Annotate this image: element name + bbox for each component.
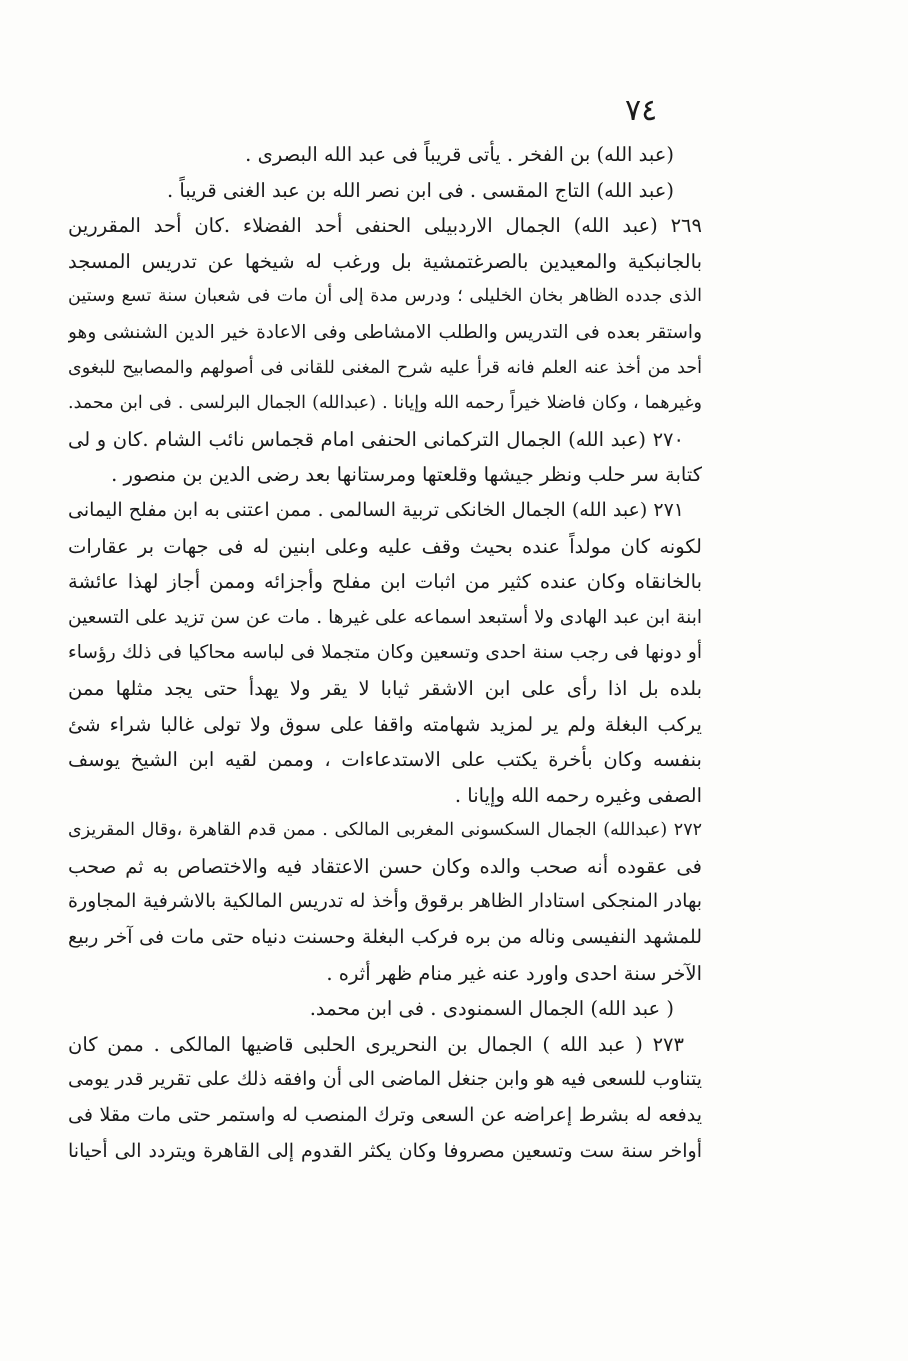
text-line: للمشهد النفيسى وناله من بره فركب البغلة وحسنت دنياه حتى مات فى آخر ربيع (68, 926, 702, 949)
text-line: الآخر سنة احدى واورد عنه غير منام ظهر أثره . (326, 961, 702, 985)
text-line: ٢٧٠ (عبد الله) الجمال التركمانى الحنفى امام قجماس نائب الشام .كان و لى (68, 427, 684, 451)
text-line: بالجانبكية والمعيدين بالصرغتمشية بل ورغب له شيخها عن تدريس المسجد (68, 249, 702, 273)
text-line: ٢٧٣ ( عبد الله ) الجمال بن النحريرى الحلبى قاضيها المالكى . ممن كان (68, 1032, 684, 1056)
text-line: ( عبد الله) الجمال السمنودى . فى ابن محمد. (309, 997, 674, 1021)
body-text (68, 137, 702, 1169)
text-line: يدفعه له بشرط إعراضه عن السعى وترك المنصب له واستمر حتى مات مقلا فى (68, 1104, 702, 1127)
text-line: ٢٧٢ (عبدالله) الجمال السكسونى المغربى المالكى . ممن قدم القاهرة ،وقال المقريزى (68, 820, 702, 841)
text-line: يركب البغلة ولم ير لمزيد شهامته واقفا على سوق ولا تولى غالبا شراء شئ (68, 712, 702, 736)
text-line: الذى جدده الظاهر بخان الخليلى ؛ ودرس مدة إلى أن مات فى شعبان سنة تسع وستين (68, 286, 702, 307)
text-line: بلده بل اذا رأى على ابن الاشقر ثيابا لا يقر ولا يهدأ حتى يجد مثلها ممن (68, 676, 702, 700)
text-line: بهادر المنجكى استادار الظاهر برقوق وأخذ له تدريس المالكية بالاشرفية المجاورة (68, 890, 702, 913)
text-line: بنفسه وكان بأخرة يكتب على الاستدعاءات ، وممن لقيه ابن الشيخ يوسف (68, 748, 702, 772)
text-line: أواخر سنة ست وتسعين مصروفا وكان يكثر القدوم إلى القاهرة ويتردد الى أحيانا (68, 1139, 702, 1162)
text-line: ابنة ابن عبد الهادى ولا أستبعد اسماعه على غيرها . مات عن سن تزيد على التسعين (68, 606, 702, 628)
text-line: بالخانقاه وكان عنده كثير من اثبات ابن مفلح وأجزائه وممن أجاز لهذا عائشة (68, 570, 702, 594)
text-line: لكونه كان مولداً عنده بحيث وقف عليه وعلى ابنين له فى جهات بر عقارات (68, 534, 702, 558)
text-line: يتناوب للسعى فيه هو وابن جنغل الماضى الى أن وافقه ذلك على تقرير قدر يومى (68, 1068, 702, 1091)
text-line: واستقر بعده فى التدريس والطلب الامشاطى وفى الاعادة خير الدين الشنشى وهو (68, 321, 702, 343)
text-line: (عبد الله) التاج المقسى . فى ابن نصر الله بن عبد الغنى قريباً . (166, 178, 674, 202)
page-number: ٧٤ (625, 93, 658, 128)
text-line: أو دونها فى رجب سنة احدى وتسعين وكان متجملا فى لباسه محاكيا فى ذلك رؤساء (68, 642, 702, 664)
text-line: كتابة سر حلب ونظر جيشها وقلعتها ومرستانها بعد رضى الدين بن منصور . (111, 463, 702, 487)
text-line: الصفى وغيره رحمه الله وإيانا . (454, 783, 702, 807)
text-line: (عبد الله) بن الفخر . يأتى قريباً فى عبد الله البصرى . (245, 143, 674, 166)
text-line: وغيرهما ، وكان فاضلا خيراً رحمه الله وإيانا . (عبدالله) الجمال البرلسى . فى ابن محمد. (68, 393, 702, 414)
text-line: أحد من أخذ عنه العلم فانه قرأ عليه شرح المغنى للقانى فى أصولهم والمصابيح للبغوى (68, 357, 702, 378)
text-line: ٢٧١ (عبد الله) الجمال الخانكى تربية السالمى . ممن اعتنى به ابن مفلح اليمانى (68, 498, 684, 521)
text-line: ٢٦٩ (عبد الله) الجمال الاردبيلى الحنفى أحد الفضلاء .كان أحد المقررين (68, 214, 702, 238)
text-line: فى عقوده أنه صحب والده وكان حسن الاعتقاد فيه والاختصاص به ثم صحب (68, 854, 702, 878)
